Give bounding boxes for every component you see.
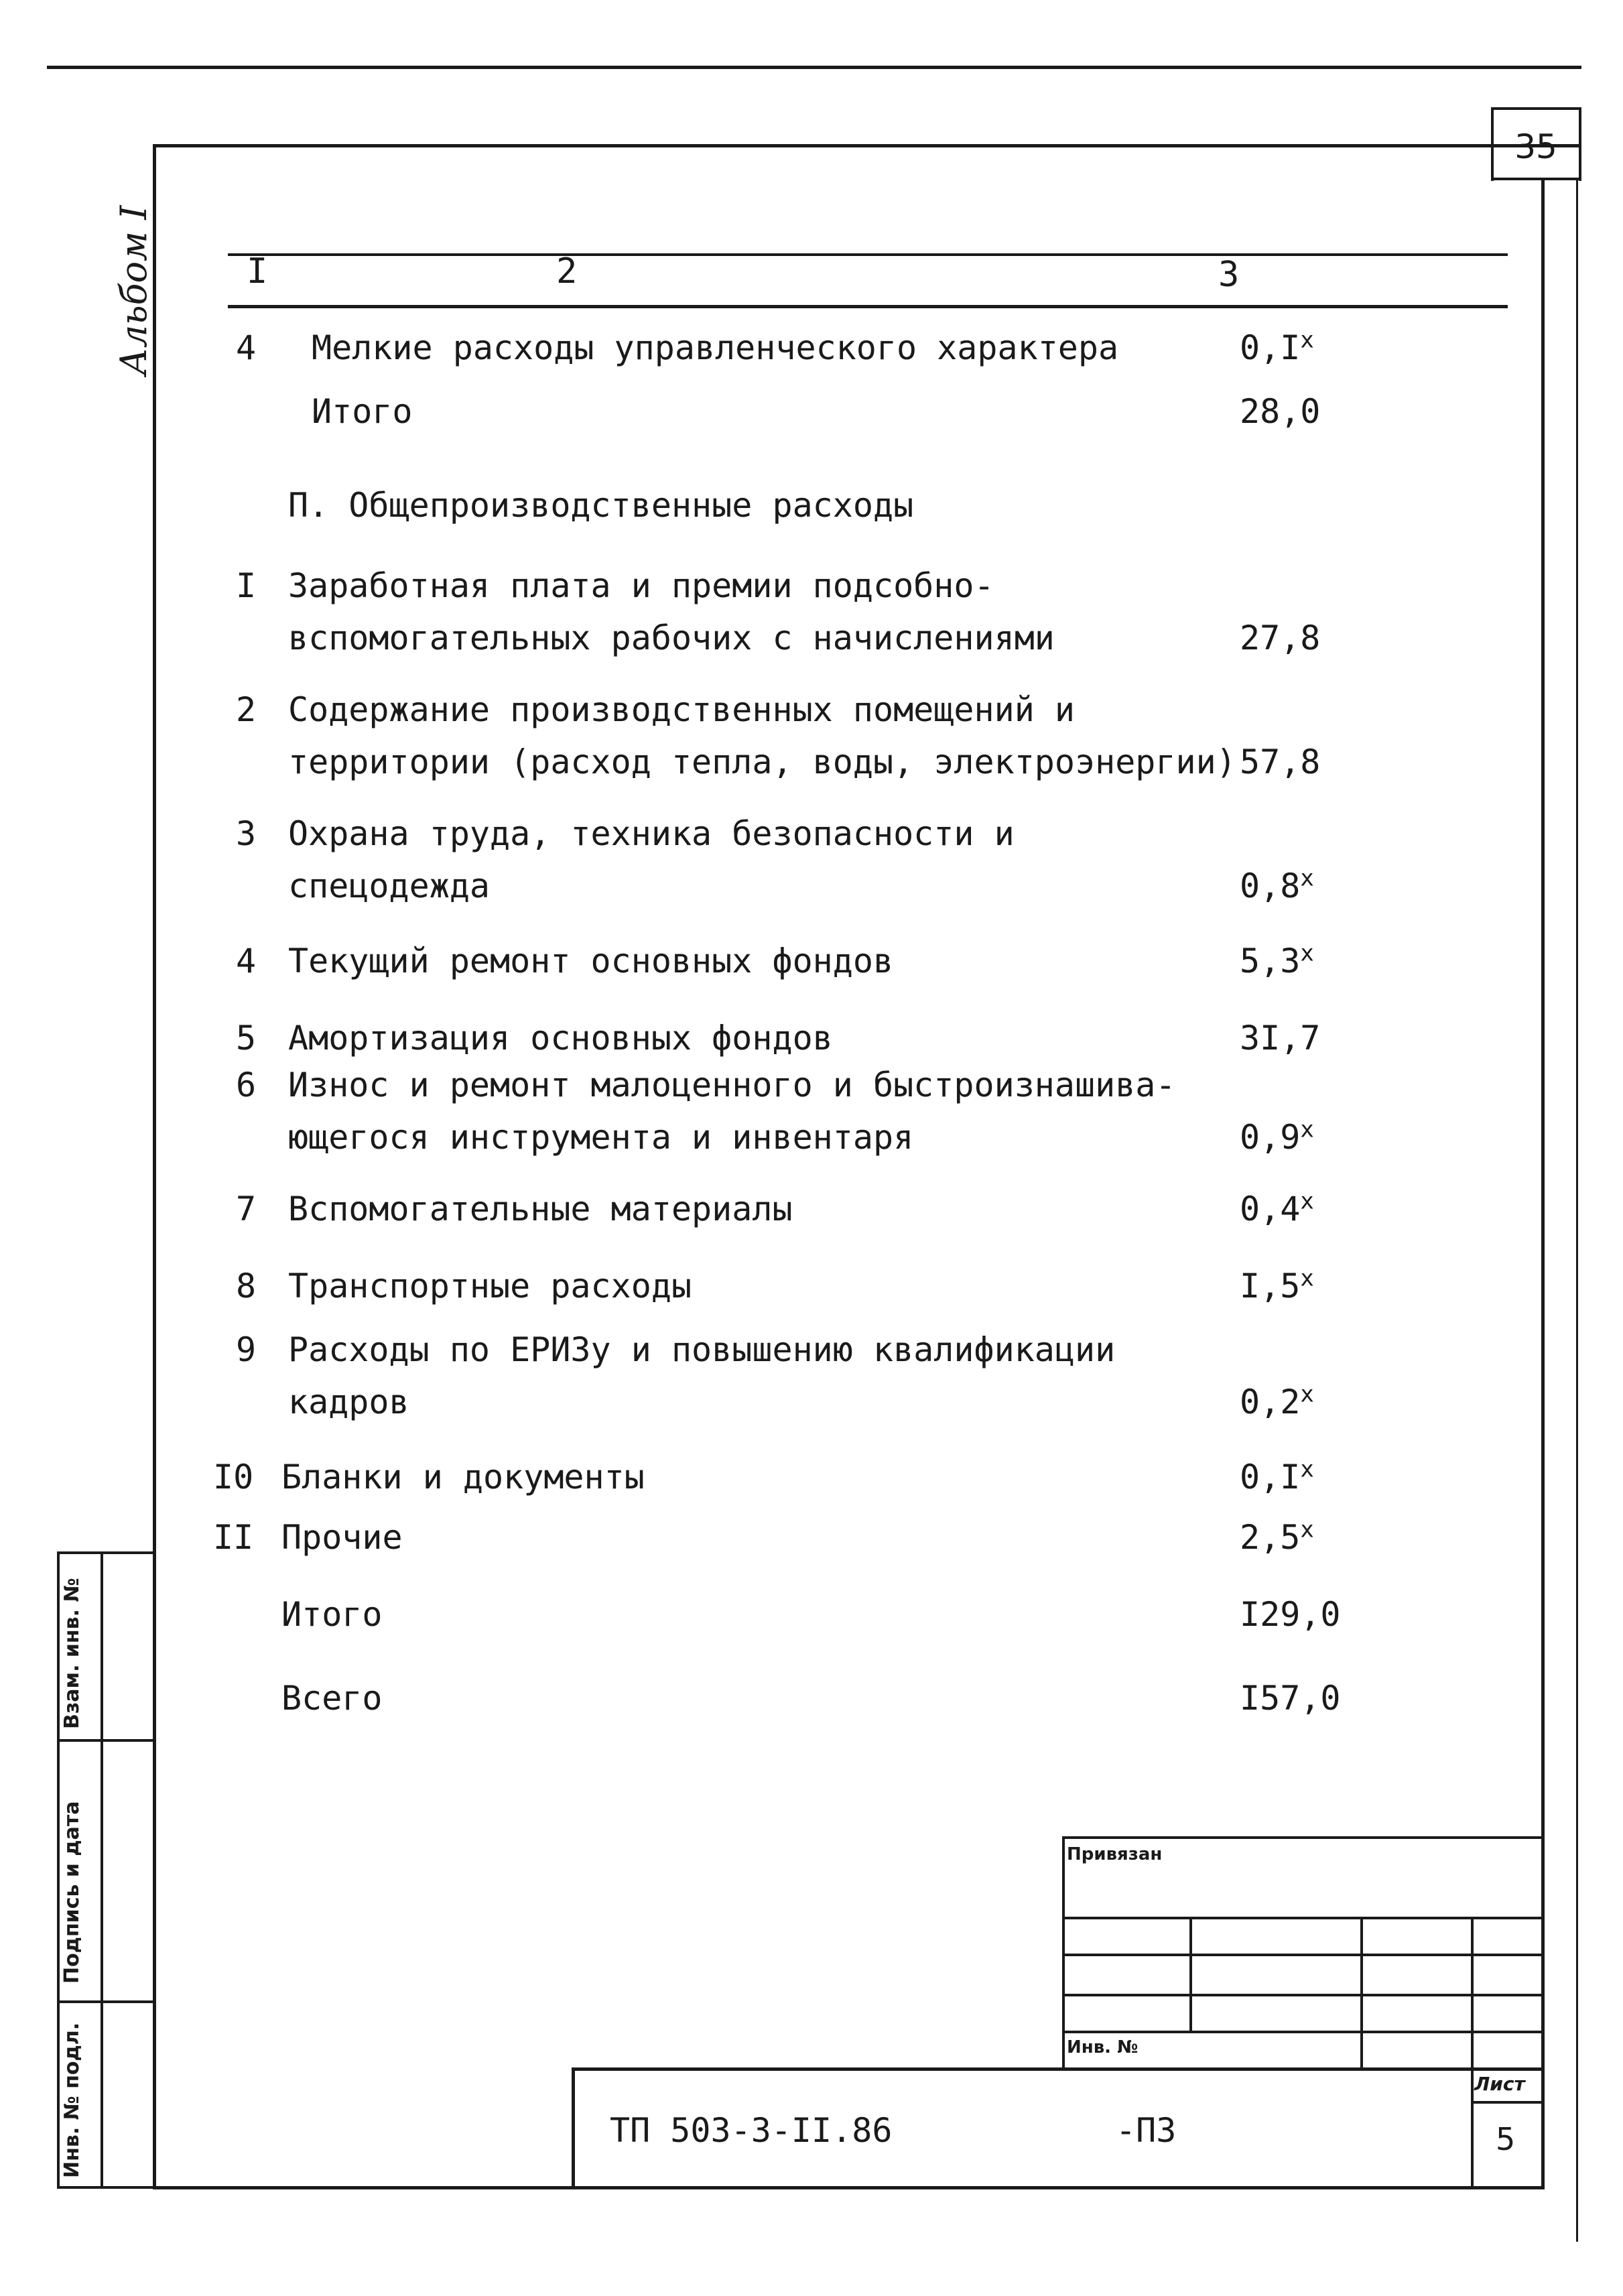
row-description-line: П. Общепроизводственные расходы [288, 486, 914, 525]
row-number: 3 [236, 814, 257, 853]
row-description [281, 1588, 383, 1641]
doc-suffix: -ПЗ [1116, 2111, 1177, 2150]
row-value-number: I57,0 [1240, 1679, 1341, 1718]
row-value [1240, 1260, 1314, 1312]
row-value [1240, 1111, 1314, 1163]
row-value [1240, 1588, 1341, 1641]
stamp-vline-main [572, 2067, 575, 2188]
stamp-vline-d [1471, 1917, 1474, 2188]
sign-date-label: Подпись и дата [60, 1801, 84, 1984]
row-value-number: 5,3 [1240, 942, 1301, 980]
stamp-sheet-line [1471, 2101, 1545, 2104]
row-description [288, 560, 1055, 664]
row-value-number: 28,0 [1240, 392, 1321, 431]
row-value-number: 57,8 [1240, 743, 1321, 781]
strip-div-1 [57, 1739, 154, 1742]
top-edge-line [47, 66, 1581, 69]
pagenum-box-top [1491, 107, 1581, 110]
sheet-number: 5 [1496, 2121, 1516, 2157]
stamp-hline-1 [1062, 1836, 1545, 1839]
strip-mid [101, 1551, 103, 2188]
row-description [288, 1059, 1176, 1163]
row-description [288, 479, 913, 531]
row-value [1240, 935, 1314, 987]
stamp-vline-b [1189, 1917, 1192, 2031]
row-description [312, 385, 413, 438]
strip-top [57, 1551, 154, 1554]
row-value-mark: x [1300, 1516, 1314, 1543]
row-value-number: 3I,7 [1240, 1019, 1321, 1058]
strip-div-2 [57, 2000, 154, 2003]
row-number: 2 [236, 690, 257, 729]
row-value-mark: x [1300, 326, 1314, 354]
row-value-number: 0,8 [1240, 867, 1301, 905]
row-value-mark: x [1300, 865, 1314, 892]
frame-left [153, 144, 156, 2188]
row-value-number: 0,9 [1240, 1118, 1301, 1157]
row-value-number: 0,2 [1240, 1383, 1301, 1421]
row-value-number: 0,4 [1240, 1190, 1301, 1228]
page-number: 35 [1514, 127, 1557, 166]
row-number: 7 [236, 1190, 257, 1228]
row-description-line: Транспортные расходы [288, 1267, 692, 1305]
row-value-number: 0,I [1240, 1458, 1301, 1496]
row-number: 4 [236, 942, 257, 980]
row-description-line: Амортизация основных фондов [288, 1019, 833, 1058]
row-description-line: Итого [281, 1595, 383, 1634]
col-header-3: 3 [1218, 255, 1240, 295]
row-value [1240, 1672, 1341, 1724]
row-description-line: спецодежда [288, 867, 491, 905]
album-label: Альбом I [113, 205, 155, 375]
pagenum-box-bottom [1491, 178, 1581, 180]
row-description-line: Расходы по ЕРИЗу и повышению квалификации [288, 1330, 1116, 1369]
row-value [1240, 1451, 1314, 1503]
row-description-line: кадров [288, 1383, 409, 1421]
row-description [288, 808, 1015, 912]
sheet-label: Лист [1474, 2073, 1525, 2095]
row-description-line: Всего [281, 1679, 383, 1718]
pagenum-box-right [1579, 107, 1581, 181]
row-value [1240, 1511, 1314, 1564]
frame-bottom [153, 2186, 1545, 2189]
pagenum-box-left [1491, 107, 1494, 181]
header-line-bottom [228, 305, 1508, 308]
header-line-top [228, 253, 1508, 256]
stamp-hline-main [573, 2067, 1545, 2071]
row-value [1240, 860, 1314, 912]
row-description-line: Мелкие расходы управленческого характера [312, 328, 1119, 367]
frame-top [154, 144, 1581, 147]
row-value-mark: x [1300, 940, 1314, 967]
row-description [288, 935, 893, 987]
row-description [281, 1672, 383, 1724]
row-description-line: Текущий ремонт основных фондов [288, 942, 894, 980]
row-value [1240, 385, 1320, 438]
doc-code: ТП 503-3-II.86 [610, 2111, 893, 2150]
row-value-mark: x [1300, 1188, 1314, 1215]
col-header-2: 2 [556, 251, 578, 292]
row-description-line: Бланки и документы [281, 1458, 645, 1496]
row-value-number: 2,5 [1240, 1518, 1301, 1557]
inv-label: Инв. № [1067, 2037, 1139, 2057]
right-edge-line [1576, 178, 1578, 2242]
row-description [312, 322, 1118, 374]
row-description-line: ющегося инструмента и инвентаря [288, 1118, 914, 1157]
row-value [1240, 1376, 1314, 1428]
row-number: 8 [236, 1267, 257, 1305]
stamp-vline-c [1360, 1917, 1363, 2067]
row-description [288, 684, 1236, 788]
row-description [281, 1451, 645, 1503]
row-description [288, 1012, 833, 1064]
row-description-line: Прочие [281, 1518, 403, 1557]
frame-right [1541, 178, 1545, 2188]
row-number: 9 [236, 1330, 257, 1369]
row-value-mark: x [1300, 1456, 1314, 1483]
row-description-line: Охрана труда, техника безопасности и [288, 814, 1015, 853]
row-value [1240, 736, 1320, 788]
row-value-number: 27,8 [1240, 619, 1321, 657]
row-value [1240, 1183, 1314, 1235]
row-description-line: Итого [312, 392, 413, 431]
row-value-number: I29,0 [1240, 1595, 1341, 1634]
row-number: 6 [236, 1066, 257, 1104]
row-description-line: вспомогательных рабочих с начислениями [288, 619, 1055, 657]
row-value-mark: x [1300, 1381, 1314, 1408]
row-description [288, 1183, 793, 1235]
replace-inv-label: Взам. инв. № [60, 1578, 84, 1729]
row-number: 5 [236, 1019, 257, 1058]
row-value-mark: x [1300, 1116, 1314, 1143]
row-number: I [236, 566, 257, 605]
row-value [1240, 612, 1320, 664]
row-number: II [213, 1518, 254, 1557]
row-description-line: Содержание производственных помещений и [288, 690, 1075, 729]
row-value-mark: x [1300, 1265, 1314, 1292]
strip-bottom [57, 2186, 154, 2189]
strip-left [57, 1551, 60, 2188]
inv-original-label: Инв. № подл. [60, 2022, 84, 2178]
row-value-number: 0,I [1240, 328, 1301, 367]
row-description [288, 1324, 1115, 1428]
row-value [1240, 1012, 1320, 1064]
row-description-line: Заработная плата и премии подсобно- [288, 566, 994, 605]
bound-label: Привязан [1067, 1844, 1163, 1864]
row-description-line: Вспомогательные материалы [288, 1190, 793, 1228]
row-number: 4 [236, 328, 257, 367]
row-description-line: Износ и ремонт малоценного и быстроизнашива- [288, 1066, 1176, 1104]
row-number: I0 [213, 1458, 254, 1496]
col-header-1: I [247, 251, 268, 292]
row-description-line: территории (расход тепла, воды, электроэнергии) [288, 743, 1236, 781]
row-description [281, 1511, 403, 1564]
row-value [1240, 322, 1314, 374]
row-value-number: I,5 [1240, 1267, 1301, 1305]
row-description [288, 1260, 692, 1312]
